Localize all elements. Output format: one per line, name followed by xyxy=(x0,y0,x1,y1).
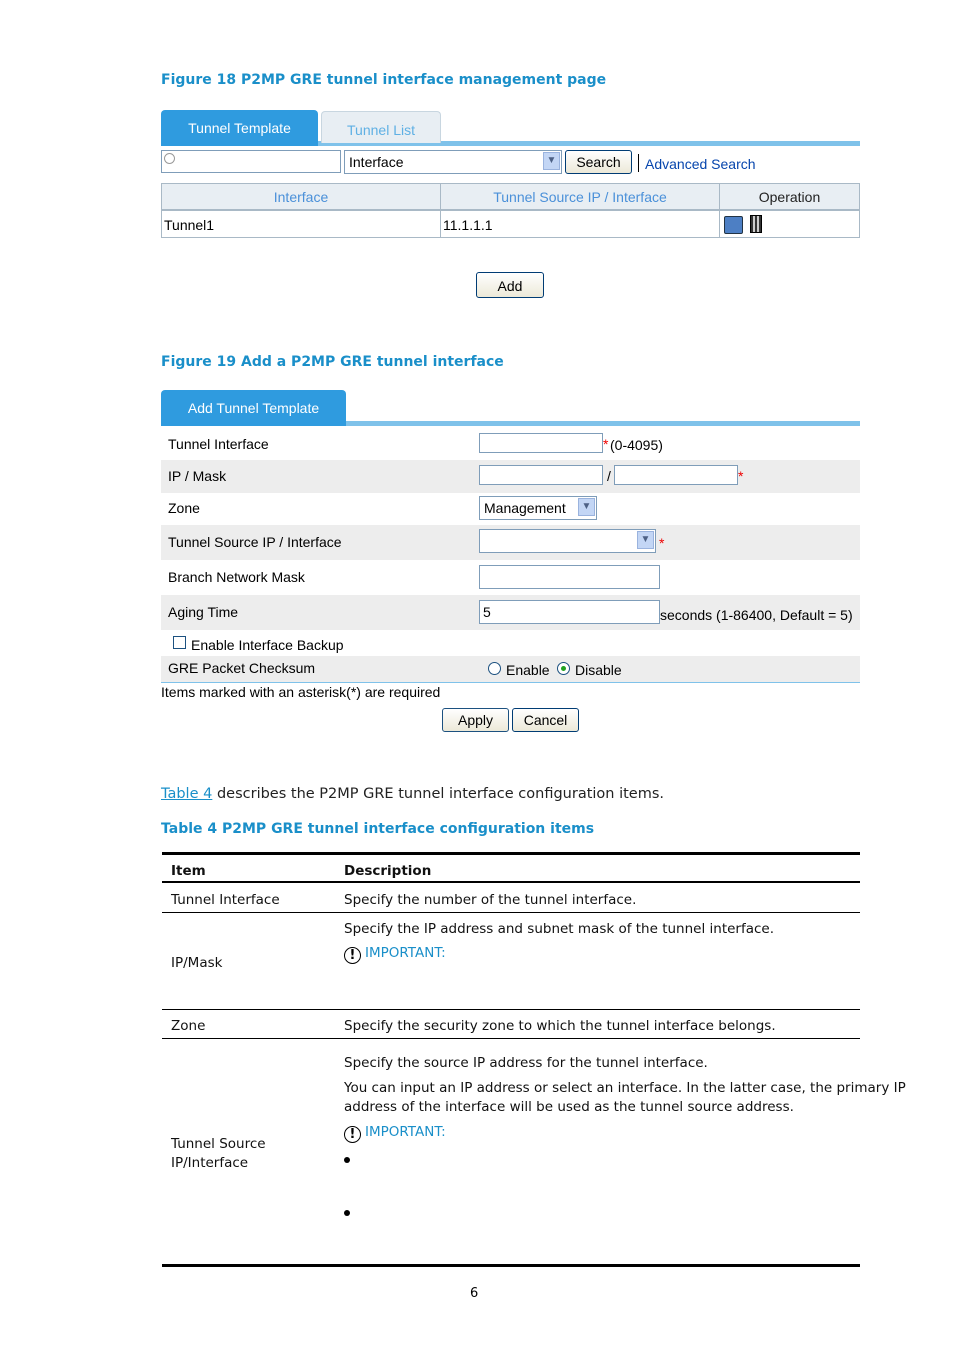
column-header-source[interactable]: Tunnel Source IP / Interface xyxy=(440,183,720,210)
table-row-description: You can input an IP address or select an interface. In the latter case, the primary IP xyxy=(344,1080,906,1096)
checksum-disable-label: Disable xyxy=(575,662,622,678)
trash-icon[interactable] xyxy=(750,215,762,233)
checksum-enable-label: Enable xyxy=(506,662,550,678)
cancel-button[interactable]: Cancel xyxy=(512,708,579,732)
chevron-down-icon: ▼ xyxy=(578,498,595,516)
tunnel-interface-input[interactable] xyxy=(479,433,603,453)
tunnel-interface-label: Tunnel Interface xyxy=(168,436,269,452)
table-row-rule xyxy=(162,912,860,913)
row-checksum xyxy=(161,656,860,683)
required-note: Items marked with an asterisk(*) are required xyxy=(161,684,441,700)
ip-mask-label: IP / Mask xyxy=(168,468,227,484)
aging-time-input[interactable] xyxy=(479,600,660,624)
tunnel-source-select[interactable] xyxy=(479,529,656,553)
separator xyxy=(638,154,639,172)
column-header-operation: Operation xyxy=(719,183,860,210)
bullet-icon xyxy=(344,1210,350,1216)
tab-tunnel-template[interactable]: Tunnel Template xyxy=(161,110,318,146)
tunnel-source-label: Tunnel Source IP / Interface xyxy=(168,534,342,550)
row-tunnel-source xyxy=(161,525,860,560)
important-note xyxy=(344,1124,446,1143)
ip-mask-separator: / xyxy=(607,468,611,484)
table-top-rule xyxy=(162,852,860,855)
table-row-item-line2: IP/Interface xyxy=(171,1155,249,1171)
table-row-item-line1: Tunnel Source xyxy=(171,1136,266,1152)
table-4-link[interactable]: Table 4 xyxy=(161,786,213,802)
row-aging-time xyxy=(161,595,860,630)
add-tunnel-tabbar xyxy=(161,390,860,426)
table-row-item: Zone xyxy=(171,1018,206,1034)
table-header-item: Item xyxy=(171,863,206,879)
ip-address-input[interactable] xyxy=(479,465,603,485)
important-label: IMPORTANT: xyxy=(365,1124,446,1140)
table-row-item: Tunnel Interface xyxy=(171,892,280,908)
bullet-icon xyxy=(344,1157,350,1163)
tab-add-tunnel-template[interactable]: Add Tunnel Template xyxy=(161,390,346,426)
table-row-rule xyxy=(162,1009,860,1010)
intro-text: describes the P2MP GRE tunnel interface configuration items. xyxy=(212,786,665,802)
chevron-down-icon: ▼ xyxy=(637,531,654,549)
edit-icon[interactable] xyxy=(724,216,743,234)
row-branch-mask xyxy=(161,560,860,595)
backup-label: Enable Interface Backup xyxy=(191,637,344,653)
figure-19-caption: Figure 19 Add a P2MP GRE tunnel interface xyxy=(161,354,504,370)
table-header-description: Description xyxy=(344,863,432,879)
table-row-description: Specify the source IP address for the tunnel interface. xyxy=(344,1055,708,1071)
exclamation-icon: ! xyxy=(344,1126,361,1143)
table-header-rule xyxy=(162,881,860,883)
zone-select[interactable] xyxy=(479,496,597,520)
row-tunnel-interface xyxy=(161,428,860,461)
table-row-description: Specify the number of the tunnel interface. xyxy=(344,892,637,908)
table-row-description: Specify the IP address and subnet mask of the tunnel interface. xyxy=(344,921,775,937)
table-row-interface: Tunnel1 xyxy=(161,210,441,238)
apply-button[interactable]: Apply xyxy=(442,708,509,732)
tunnel-tabbar xyxy=(161,110,860,146)
search-input[interactable] xyxy=(161,150,341,173)
checksum-label: GRE Packet Checksum xyxy=(168,660,316,676)
row-zone xyxy=(161,492,860,525)
figure-18-caption: Figure 18 P2MP GRE tunnel interface management page xyxy=(161,72,607,88)
row-ip-mask xyxy=(161,460,860,493)
search-field-value: Interface xyxy=(349,154,404,170)
required-asterisk: * xyxy=(738,468,744,484)
table-row-description: Specify the security zone to which the tunnel interface belongs. xyxy=(344,1018,776,1034)
backup-checkbox[interactable] xyxy=(173,636,186,649)
radio-selected-dot xyxy=(561,666,566,671)
table-row-item: IP/Mask xyxy=(171,955,223,971)
zone-label: Zone xyxy=(168,500,200,516)
table-row-description: address of the interface will be used as the tunnel source address. xyxy=(344,1099,794,1115)
zone-value: Management xyxy=(484,500,566,516)
exclamation-icon: ! xyxy=(344,947,361,964)
chevron-down-icon: ▼ xyxy=(543,152,560,170)
table-row-operation xyxy=(719,210,860,238)
mask-input[interactable] xyxy=(614,465,738,485)
intro-paragraph xyxy=(161,786,664,802)
add-button[interactable]: Add xyxy=(476,272,544,298)
aging-time-hint: seconds (1-86400, Default = 5) xyxy=(660,607,853,623)
table-4-caption: Table 4 P2MP GRE tunnel interface configuration items xyxy=(161,821,595,837)
required-asterisk: * xyxy=(659,535,665,551)
row-backup xyxy=(161,630,860,656)
aging-time-label: Aging Time xyxy=(168,604,239,620)
branch-mask-label: Branch Network Mask xyxy=(168,569,305,585)
table-row-source: 11.1.1.1 xyxy=(440,210,720,238)
checksum-enable-radio[interactable] xyxy=(488,662,501,675)
checksum-disable-radio[interactable] xyxy=(557,662,570,675)
tunnel-interface-hint: (0-4095) xyxy=(610,437,663,453)
important-note xyxy=(344,945,446,964)
tab-tunnel-list[interactable]: Tunnel List xyxy=(321,111,441,143)
search-field-select[interactable] xyxy=(344,150,562,174)
branch-mask-input[interactable] xyxy=(479,565,660,589)
table-row-rule xyxy=(162,1038,860,1039)
required-asterisk: * xyxy=(603,436,609,452)
search-icon xyxy=(164,153,175,164)
column-header-interface[interactable]: Interface xyxy=(161,183,441,210)
page-number: 6 xyxy=(470,1286,479,1301)
advanced-search-link[interactable]: Advanced Search xyxy=(645,156,756,172)
search-button[interactable]: Search xyxy=(565,150,632,174)
table-bottom-rule xyxy=(162,1264,860,1267)
important-label: IMPORTANT: xyxy=(365,945,446,961)
